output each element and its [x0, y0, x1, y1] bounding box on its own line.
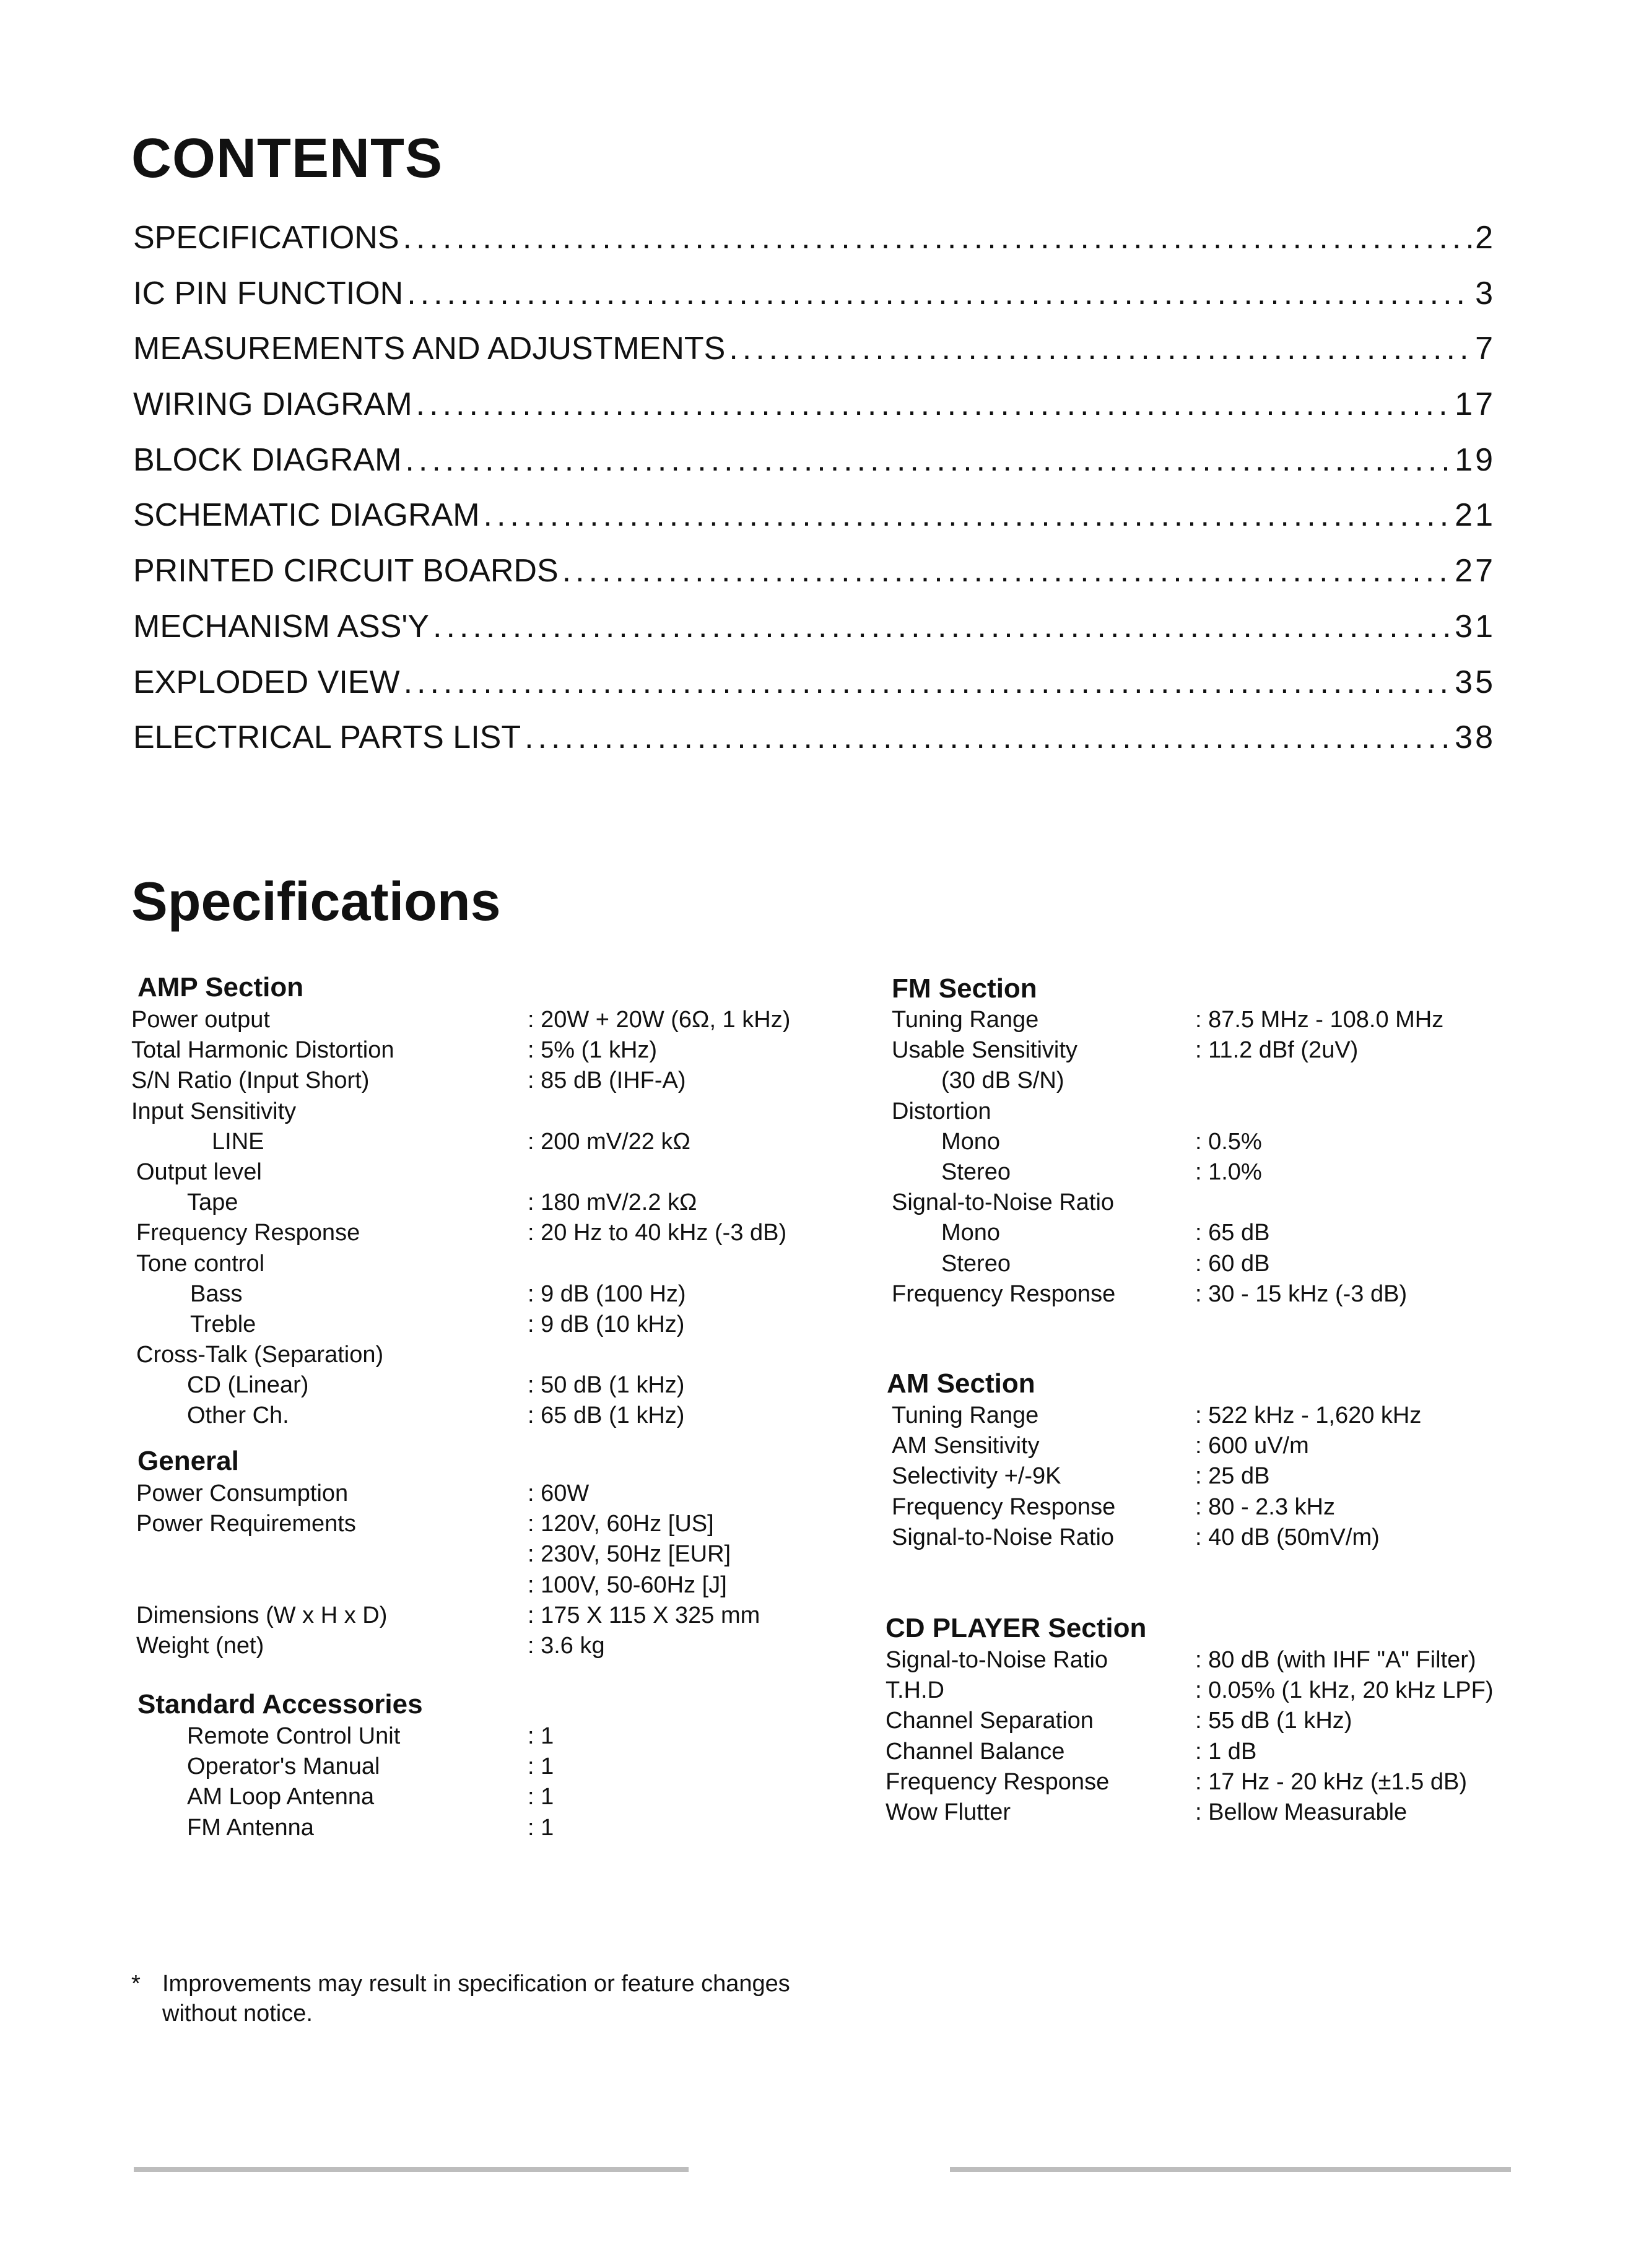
spec-row [131, 1279, 831, 1310]
spec-row [892, 1279, 1511, 1310]
spec-value: : 1.0% [1195, 1158, 1262, 1185]
spec-value: : 1 [528, 1723, 554, 1749]
footnote [131, 1969, 812, 2028]
toc-entry-title: MEASUREMENTS AND ADJUSTMENTS [133, 331, 726, 367]
spec-value: : 0.05% (1 kHz, 20 kHz LPF) [1195, 1677, 1494, 1704]
spec-value: : 180 mV/2.2 kΩ [528, 1189, 697, 1216]
spec-row [892, 1249, 1511, 1279]
spec-row [886, 1675, 1511, 1706]
toc-leader-dots [433, 599, 1451, 655]
spec-label: Cross-Talk (Separation) [136, 1342, 384, 1368]
spec-label: CD (Linear) [187, 1372, 309, 1399]
spec-label: Power output [131, 1007, 270, 1033]
spec-label: Signal-to-Noise Ratio [892, 1524, 1115, 1550]
table-of-contents [133, 211, 1495, 766]
cd-section-heading: CD PLAYER Section [886, 1613, 1147, 1643]
contents-title: CONTENTS [131, 128, 443, 189]
spec-row [131, 1370, 831, 1401]
spec-value: : 60W [528, 1480, 590, 1506]
spec-label: LINE [212, 1128, 264, 1155]
spec-row [892, 1523, 1511, 1553]
spec-value: : 230V, 50Hz [EUR] [528, 1541, 731, 1568]
toc-entry[interactable] [133, 544, 1495, 599]
toc-entry[interactable] [133, 433, 1495, 489]
spec-row [131, 1782, 831, 1812]
spec-label: Channel Separation [886, 1708, 1094, 1734]
spec-row [131, 1218, 831, 1248]
spec-label: T.H.D [886, 1677, 944, 1704]
toc-entry-title: IC PIN FUNCTION [133, 275, 404, 311]
toc-leader-dots [416, 377, 1451, 433]
spec-row [886, 1737, 1511, 1767]
bottom-rule-right [950, 2167, 1511, 2172]
spec-row [892, 1035, 1511, 1066]
toc-entry-page: 19 [1455, 441, 1495, 478]
spec-row [131, 1340, 831, 1370]
spec-label: Other Ch. [187, 1402, 289, 1429]
bottom-rule-left [134, 2167, 689, 2172]
spec-label: Tuning Range [892, 1402, 1039, 1428]
spec-value: : 25 dB [1195, 1463, 1270, 1490]
toc-entry[interactable] [133, 710, 1495, 766]
spec-row [892, 1218, 1511, 1248]
footnote-marker: * [131, 1971, 141, 1997]
spec-label: Usable Sensitivity [892, 1037, 1077, 1064]
spec-label: Frequency Response [892, 1280, 1116, 1307]
spec-value: : 3.6 kg [528, 1632, 605, 1659]
spec-row [892, 1127, 1511, 1157]
spec-value: : 60 dB [1195, 1250, 1270, 1277]
spec-value: : 522 kHz - 1,620 kHz [1195, 1402, 1422, 1428]
spec-label: Stereo [941, 1158, 1011, 1185]
spec-label: S/N Ratio (Input Short) [131, 1067, 370, 1094]
spec-label: Frequency Response [892, 1493, 1116, 1520]
toc-leader-dots [562, 544, 1451, 599]
specifications-title: Specifications [131, 871, 501, 932]
toc-entry-page: 27 [1455, 553, 1495, 589]
spec-value: : 1 [528, 1753, 554, 1780]
spec-value: : 1 [528, 1784, 554, 1810]
toc-entry[interactable] [133, 211, 1495, 266]
spec-row [131, 1127, 831, 1157]
spec-row [131, 1097, 831, 1127]
spec-value: : 120V, 60Hz [US] [528, 1511, 714, 1537]
toc-leader-dots [484, 488, 1452, 544]
spec-label: Tuning Range [892, 1007, 1039, 1033]
toc-entry-title: ELECTRICAL PARTS LIST [133, 719, 521, 756]
spec-row [131, 1539, 831, 1570]
spec-row [131, 1813, 831, 1843]
spec-value: : 600 uV/m [1195, 1433, 1309, 1459]
spec-row [131, 1631, 831, 1661]
toc-leader-dots [405, 433, 1451, 489]
spec-label: FM Antenna [187, 1814, 314, 1841]
spec-row [131, 1570, 831, 1601]
spec-row [892, 1492, 1511, 1523]
spec-value: : 87.5 MHz - 108.0 MHz [1195, 1007, 1444, 1033]
spec-row [892, 1066, 1511, 1096]
toc-entry-title: SPECIFICATIONS [133, 220, 399, 256]
toc-entry-page: 3 [1475, 275, 1495, 311]
spec-row [886, 1797, 1511, 1828]
spec-value: : 1 [528, 1814, 554, 1841]
spec-row [886, 1706, 1511, 1736]
spec-label: Distortion [892, 1098, 991, 1124]
spec-value: : 17 Hz - 20 kHz (±1.5 dB) [1195, 1768, 1468, 1795]
spec-row [892, 1097, 1511, 1127]
spec-row [131, 1310, 831, 1340]
spec-label: Mono [941, 1220, 1001, 1246]
spec-label: Selectivity +/-9K [892, 1463, 1061, 1490]
cd-spec-list [886, 1645, 1511, 1828]
spec-value: : 9 dB (10 kHz) [528, 1311, 685, 1337]
spec-label: Wow Flutter [886, 1799, 1011, 1825]
spec-label: Power Requirements [136, 1511, 356, 1537]
spec-label: Frequency Response [886, 1768, 1110, 1795]
spec-row [892, 1157, 1511, 1188]
spec-row [131, 1188, 831, 1218]
toc-leader-dots [729, 321, 1471, 377]
spec-row [131, 1005, 831, 1035]
fm-section-heading: FM Section [892, 973, 1037, 1004]
spec-value: : 80 - 2.3 kHz [1195, 1493, 1335, 1520]
spec-label: AM Sensitivity [892, 1433, 1040, 1459]
amp-section-heading: AMP Section [137, 972, 304, 1002]
toc-entry[interactable] [133, 599, 1495, 655]
spec-label: Total Harmonic Distortion [131, 1037, 394, 1064]
spec-label: Stereo [941, 1250, 1011, 1277]
spec-row [131, 1401, 831, 1431]
spec-row [892, 1401, 1511, 1431]
spec-value: : 11.2 dBf (2uV) [1195, 1037, 1359, 1064]
toc-entry-title: WIRING DIAGRAM [133, 386, 412, 423]
spec-row [131, 1509, 831, 1539]
spec-value: : 175 X 115 X 325 mm [528, 1602, 760, 1628]
spec-row [892, 1188, 1511, 1218]
toc-entry-page: 7 [1475, 331, 1495, 367]
spec-row [131, 1157, 831, 1188]
toc-entry-page: 21 [1455, 497, 1495, 534]
spec-label: Signal-to-Noise Ratio [892, 1189, 1115, 1216]
toc-leader-dots [404, 655, 1452, 711]
toc-entry-page: 31 [1455, 608, 1495, 645]
spec-value: : Bellow Measurable [1195, 1799, 1408, 1825]
spec-label: Tone control [136, 1250, 265, 1277]
toc-entry-page: 2 [1475, 220, 1495, 256]
fm-spec-list [892, 1005, 1511, 1310]
accessories-spec-list [131, 1721, 831, 1843]
toc-entry-page: 35 [1455, 664, 1495, 700]
toc-entry[interactable] [133, 488, 1495, 544]
spec-label: Channel Balance [886, 1738, 1065, 1765]
toc-entry-title: MECHANISM ASS'Y [133, 608, 430, 645]
spec-row [892, 1431, 1511, 1461]
spec-value: : 40 dB (50mV/m) [1195, 1524, 1380, 1550]
spec-row [131, 1249, 831, 1279]
spec-value: : 100V, 50-60Hz [J] [528, 1571, 727, 1598]
spec-row [886, 1645, 1511, 1675]
spec-label: Signal-to-Noise Ratio [886, 1647, 1108, 1673]
general-spec-list [131, 1479, 831, 1661]
spec-row [131, 1479, 831, 1509]
am-section-heading: AM Section [887, 1368, 1035, 1399]
spec-value: : 0.5% [1195, 1128, 1262, 1155]
footnote-text: Improvements may result in specification or feature changes without notice. [162, 1971, 790, 2027]
spec-row [892, 1005, 1511, 1035]
spec-value: : 9 dB (100 Hz) [528, 1280, 686, 1307]
spec-value: : 30 - 15 kHz (-3 dB) [1195, 1280, 1408, 1307]
spec-value: : 55 dB (1 kHz) [1195, 1708, 1352, 1734]
spec-value: : 65 dB (1 kHz) [528, 1402, 685, 1429]
toc-entry[interactable] [133, 266, 1495, 322]
spec-row [886, 1767, 1511, 1797]
spec-label: Tape [187, 1189, 238, 1216]
toc-entry-title: EXPLODED VIEW [133, 664, 400, 700]
spec-label: Operator's Manual [187, 1753, 380, 1780]
spec-value: : 200 mV/22 kΩ [528, 1128, 690, 1155]
am-spec-list [892, 1401, 1511, 1553]
spec-label: Mono [941, 1128, 1001, 1155]
toc-entry-title: BLOCK DIAGRAM [133, 441, 402, 478]
spec-label: (30 dB S/N) [941, 1067, 1064, 1094]
toc-entry-page: 17 [1455, 386, 1495, 423]
toc-entry-title: SCHEMATIC DIAGRAM [133, 497, 480, 534]
spec-label: Treble [190, 1311, 256, 1337]
toc-entry-title: PRINTED CIRCUIT BOARDS [133, 553, 559, 589]
toc-entry[interactable] [133, 655, 1495, 711]
spec-row [131, 1035, 831, 1066]
toc-leader-dots [403, 211, 1472, 266]
toc-leader-dots [407, 266, 1471, 322]
spec-value: : 50 dB (1 kHz) [528, 1372, 685, 1399]
spec-label: Input Sensitivity [131, 1098, 297, 1124]
spec-label: Dimensions (W x H x D) [136, 1602, 388, 1628]
spec-label: Power Consumption [136, 1480, 349, 1506]
spec-label: Remote Control Unit [187, 1723, 401, 1749]
spec-value: : 1 dB [1195, 1738, 1257, 1765]
spec-value: : 20W + 20W (6Ω, 1 kHz) [528, 1007, 791, 1033]
spec-value: : 20 Hz to 40 kHz (-3 dB) [528, 1220, 787, 1246]
amp-spec-list [131, 1005, 831, 1432]
spec-value: : 65 dB [1195, 1220, 1270, 1246]
accessories-section-heading: Standard Accessories [137, 1689, 423, 1719]
toc-leader-dots [525, 710, 1451, 766]
spec-value: : 80 dB (with IHF "A" Filter) [1195, 1647, 1476, 1673]
toc-entry-page: 38 [1455, 719, 1495, 756]
toc-entry[interactable] [133, 321, 1495, 377]
general-section-heading: General [137, 1446, 239, 1476]
spec-row [131, 1066, 831, 1096]
spec-value: : 85 dB (IHF-A) [528, 1067, 686, 1094]
spec-label: Weight (net) [136, 1632, 264, 1659]
spec-row [131, 1601, 831, 1631]
spec-row [892, 1461, 1511, 1492]
spec-label: Bass [190, 1280, 243, 1307]
toc-entry[interactable] [133, 377, 1495, 433]
spec-value: : 5% (1 kHz) [528, 1037, 658, 1064]
spec-row [131, 1721, 831, 1752]
spec-label: Frequency Response [136, 1220, 360, 1246]
spec-label: Output level [136, 1158, 262, 1185]
spec-label: AM Loop Antenna [187, 1784, 375, 1810]
spec-row [131, 1752, 831, 1782]
